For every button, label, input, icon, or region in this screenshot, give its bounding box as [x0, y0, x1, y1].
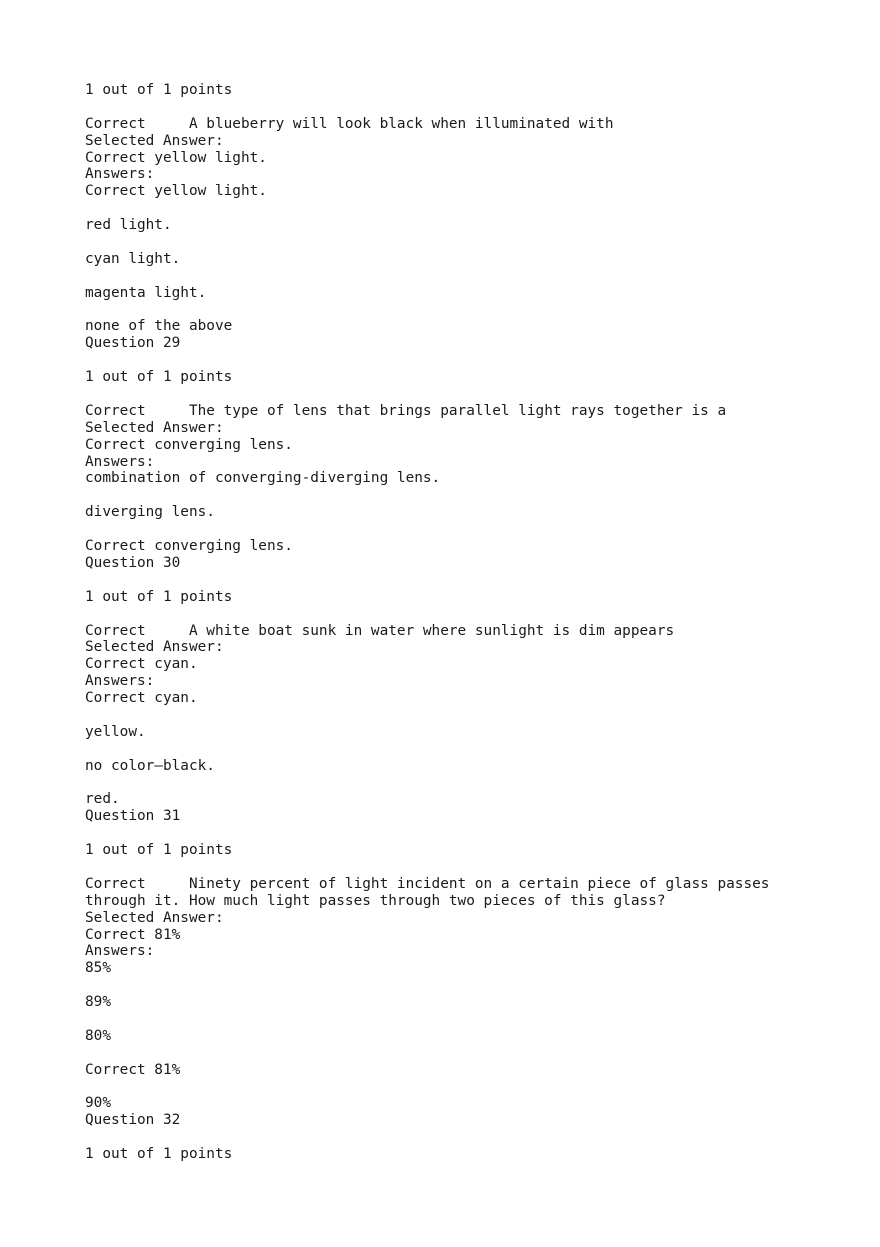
answer-option: none of the above [85, 318, 233, 335]
answer-option: diverging lens. [85, 504, 215, 521]
points-score: 1 out of 1 points [85, 588, 233, 605]
selected-answer-label: Selected Answer: [85, 132, 224, 149]
answers-label: Answers: [85, 166, 155, 183]
answers-label: Answers: [85, 673, 155, 690]
selected-answer-label: Selected Answer: [85, 639, 224, 656]
answer-option: combination of converging-diverging lens. [85, 470, 441, 487]
answer-option: 89% [85, 994, 111, 1011]
question-block [85, 369, 805, 572]
selected-answer-label: Selected Answer: [85, 909, 224, 926]
selected-answer: Correct yellow light. [85, 149, 267, 166]
question-block [85, 82, 805, 352]
question-text: Correct A blueberry will look black when illuminated with [85, 115, 614, 132]
answer-option: cyan light. [85, 250, 181, 267]
question-text: Correct A white boat sunk in water where sunlight is dim appears [85, 622, 675, 639]
points-score: 1 out of 1 points [85, 1146, 233, 1163]
answer-option: Correct yellow light. [85, 183, 267, 200]
answer-option: Correct converging lens. [85, 538, 293, 555]
question-text: Correct The type of lens that brings parallel light rays together is a [85, 402, 727, 419]
question-number: Question 31 [85, 808, 181, 825]
answer-option: 85% [85, 960, 111, 977]
points-score: 1 out of 1 points [85, 82, 233, 98]
answer-option: Correct cyan. [85, 690, 198, 707]
question-text: Correct Ninety percent of light incident on a certain piece of glass passes through it. How much light passes through two pieces of this glass? [85, 875, 779, 909]
question-number: Question 30 [85, 554, 181, 571]
question-number: Question 32 [85, 1112, 181, 1129]
answer-option: red light. [85, 217, 172, 234]
points-score: 1 out of 1 points [85, 369, 233, 386]
answer-option: Correct 81% [85, 1061, 181, 1078]
points-score: 1 out of 1 points [85, 842, 233, 859]
question-number: Question 29 [85, 335, 181, 352]
answer-option: magenta light. [85, 284, 207, 301]
answers-label: Answers: [85, 453, 155, 470]
answer-option: red. [85, 791, 120, 808]
question-block [85, 842, 805, 1129]
answer-option: 90% [85, 1095, 111, 1112]
question-block [85, 589, 805, 825]
selected-answer: Correct 81% [85, 926, 181, 943]
selected-answer: Correct converging lens. [85, 436, 293, 453]
answers-label: Answers: [85, 943, 155, 960]
answer-option: no color–black. [85, 757, 215, 774]
quiz-results-document [85, 82, 805, 1163]
selected-answer: Correct cyan. [85, 656, 198, 673]
selected-answer-label: Selected Answer: [85, 419, 224, 436]
answer-option: 80% [85, 1027, 111, 1044]
answer-option: yellow. [85, 723, 146, 740]
